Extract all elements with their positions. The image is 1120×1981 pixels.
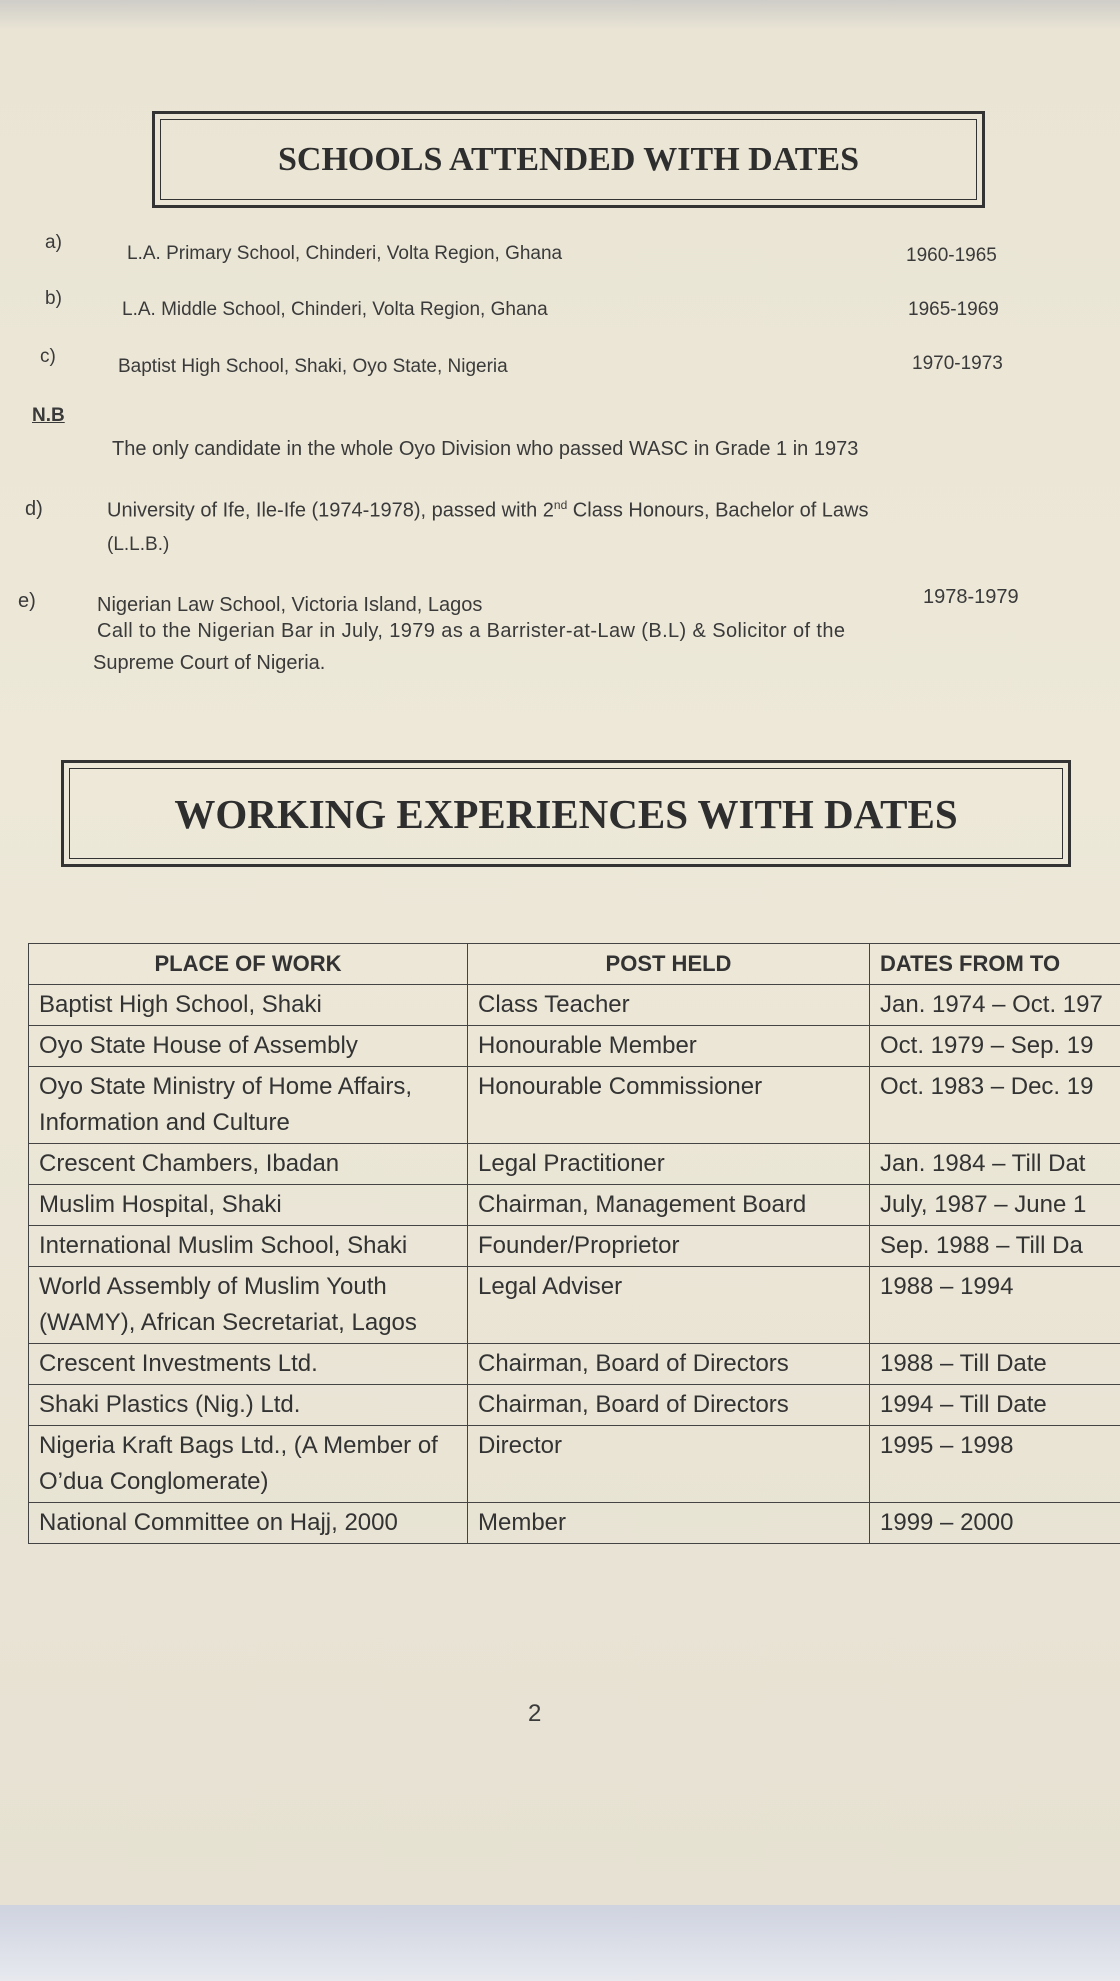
- nb-label: N.B: [32, 405, 65, 426]
- place-of-work-cell: Crescent Investments Ltd.: [29, 1344, 468, 1385]
- work-heading-box: [61, 760, 1071, 867]
- post-held-cell: Director: [468, 1426, 870, 1503]
- post-held-cell: Chairman, Board of Directors: [468, 1344, 870, 1385]
- entry-text: (L.L.B.): [107, 534, 170, 555]
- table-row: [29, 1226, 1120, 1267]
- post-held-cell: Chairman, Board of Directors: [468, 1385, 870, 1426]
- entry-label: a): [45, 232, 62, 253]
- place-of-work-cell: Nigeria Kraft Bags Ltd., (A Member of O’dua Conglomerate): [29, 1426, 468, 1503]
- entry-dates: 1960-1965: [906, 245, 997, 266]
- table-row: [29, 1267, 1120, 1344]
- dates-cell: July, 1987 – June 1: [870, 1185, 1120, 1226]
- dates-cell: Oct. 1983 – Dec. 19: [870, 1067, 1120, 1144]
- table-header-row: [29, 944, 1120, 985]
- dates-cell: Oct. 1979 – Sep. 19: [870, 1026, 1120, 1067]
- place-of-work-cell: Muslim Hospital, Shaki: [29, 1185, 468, 1226]
- entry-text: Class Honours, Bachelor of Laws: [567, 499, 869, 522]
- table-row: [29, 1185, 1120, 1226]
- dates-cell: 1995 – 1998: [870, 1426, 1120, 1503]
- work-table: [28, 943, 1120, 1544]
- column-header: POST HELD: [468, 944, 870, 985]
- entry-text: L.A. Middle School, Chinderi, Volta Region, Ghana: [122, 299, 548, 320]
- place-of-work-cell: Baptist High School, Shaki: [29, 985, 468, 1026]
- table-row: [29, 1385, 1120, 1426]
- dates-cell: 1999 – 2000: [870, 1503, 1120, 1544]
- background-surface: [0, 1905, 1120, 1981]
- schools-heading-box: [152, 111, 985, 208]
- post-held-cell: Legal Adviser: [468, 1267, 870, 1344]
- place-of-work-cell: Oyo State Ministry of Home Affairs, Information and Culture: [29, 1067, 468, 1144]
- entry-text: Supreme Court of Nigeria.: [93, 652, 326, 674]
- place-of-work-cell: Oyo State House of Assembly: [29, 1026, 468, 1067]
- entry-text: Call to the Nigerian Bar in July, 1979 as a Barrister-at-Law (B.L) & Solicitor of the: [97, 620, 846, 642]
- dates-cell: Jan. 1974 – Oct. 197: [870, 985, 1120, 1026]
- place-of-work-cell: Shaki Plastics (Nig.) Ltd.: [29, 1385, 468, 1426]
- table-row: [29, 1426, 1120, 1503]
- column-header: PLACE OF WORK: [29, 944, 468, 985]
- dates-cell: Jan. 1984 – Till Dat: [870, 1144, 1120, 1185]
- place-of-work-cell: World Assembly of Muslim Youth (WAMY), African Secretariat, Lagos: [29, 1267, 468, 1344]
- entry-text: Nigerian Law School, Victoria Island, Lagos: [97, 594, 483, 616]
- table-row: [29, 1503, 1120, 1544]
- post-held-cell: Class Teacher: [468, 985, 870, 1026]
- schools-heading: SCHOOLS ATTENDED WITH DATES: [160, 119, 977, 200]
- table-row: [29, 1344, 1120, 1385]
- post-held-cell: Chairman, Management Board: [468, 1185, 870, 1226]
- page-edge: [0, 0, 1120, 30]
- page-number: 2: [528, 1700, 542, 1727]
- post-held-cell: Founder/Proprietor: [468, 1226, 870, 1267]
- place-of-work-cell: National Committee on Hajj, 2000: [29, 1503, 468, 1544]
- entry-text: University of Ife, Ile-Ife (1974-1978), passed with 2: [107, 499, 554, 522]
- place-of-work-cell: International Muslim School, Shaki: [29, 1226, 468, 1267]
- post-held-cell: Member: [468, 1503, 870, 1544]
- entry-label: e): [18, 590, 36, 612]
- place-of-work-cell: Crescent Chambers, Ibadan: [29, 1144, 468, 1185]
- table-row: [29, 1026, 1120, 1067]
- entry-text: Baptist High School, Shaki, Oyo State, Nigeria: [118, 356, 508, 377]
- column-header: DATES FROM TO: [870, 944, 1120, 985]
- dates-cell: Sep. 1988 – Till Da: [870, 1226, 1120, 1267]
- entry-dates: 1970-1973: [912, 353, 1003, 374]
- table-row: [29, 1144, 1120, 1185]
- post-held-cell: Honourable Commissioner: [468, 1067, 870, 1144]
- table-row: [29, 985, 1120, 1026]
- university-entry: [107, 498, 869, 523]
- entry-text: L.A. Primary School, Chinderi, Volta Region, Ghana: [127, 243, 563, 264]
- entry-label: d): [25, 498, 43, 520]
- dates-cell: 1994 – Till Date: [870, 1385, 1120, 1426]
- entry-dates: 1978-1979: [923, 586, 1019, 608]
- post-held-cell: Legal Practitioner: [468, 1144, 870, 1185]
- post-held-cell: Honourable Member: [468, 1026, 870, 1067]
- nb-text: The only candidate in the whole Oyo Division who passed WASC in Grade 1 in 1973: [112, 438, 859, 460]
- work-heading: WORKING EXPERIENCES WITH DATES: [69, 768, 1063, 859]
- superscript: nd: [553, 498, 568, 512]
- table-row: [29, 1067, 1120, 1144]
- dates-cell: 1988 – Till Date: [870, 1344, 1120, 1385]
- entry-dates: 1965-1969: [908, 299, 999, 320]
- entry-label: b): [45, 288, 62, 309]
- entry-label: c): [40, 346, 56, 367]
- dates-cell: 1988 – 1994: [870, 1267, 1120, 1344]
